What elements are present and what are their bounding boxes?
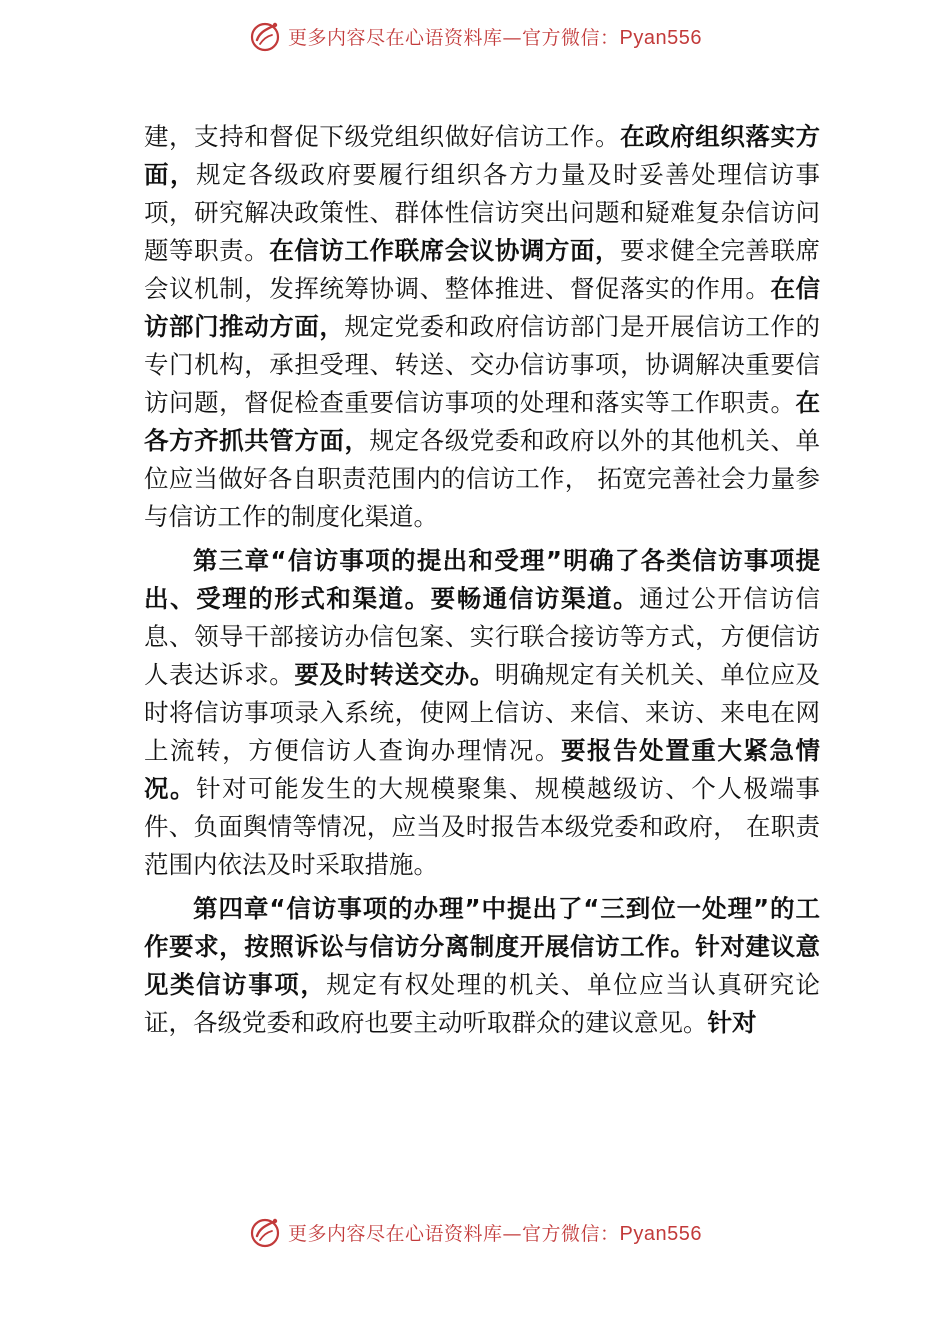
document-body [144,118,820,1048]
watermark-wechat-id: Pyan556 [619,26,702,49]
paragraph [144,890,820,1042]
paragraph [144,118,820,536]
watermark-text: 更多内容尽在心语资料库—官方微信：Pyan556 [288,26,702,49]
bold-text-run: 在政府组织落实方面， [144,122,821,189]
text-run: 通过公开信访信息、领导干部接访办信包案、实行联合接访等方式，方便信访人表达诉求。 [144,584,820,689]
text-run: 要求健全完善联席会议机制，发挥统筹协调、整体推进、督促落实的作用。 [144,236,821,303]
text-run: 针对可能发生的大规模聚集、规模越级访、个人极端事件、负面舆情等情况，应当及时报告本级党委和政府， 在职责范围内依法及时采取措施。 [144,774,821,879]
bold-text-run: 要报告处置重大紧急情况。 [144,736,821,803]
bold-text-run: 第三章“信访事项的提出和受理”明确了各类信访事项提出、受理的形式和渠道。要畅通信访渠道。 [144,546,820,613]
text-run: 规定党委和政府信访部门是开展信访工作的专门机构，承担受理、转送、交办信访事项，协调解决重要信访问题，督促检查重要信访事项的处理和落实等工作职责。 [144,312,821,417]
bold-text-run: 在信访部门推动方面， [144,274,821,341]
logo-icon [248,19,282,53]
text-run: 规定有权处理的机关、单位应当认真研究论证，各级党委和政府也要主动听取群众的建议意见。 [144,970,820,1037]
watermark-text: 更多内容尽在心语资料库—官方微信：Pyan556 [288,1222,702,1245]
logo-icon [248,1215,282,1249]
text-run: 规定各级政府要履行组织各方力量及时妥善处理信访事项，研究解决政策性、群体性信访突出问题和疑难复杂信访问题等职责。 [144,160,821,265]
bold-text-run: 第四章“信访事项的办理”中提出了“三到位一处理”的工作要求，按照诉讼与信访分离制度开展信访工作。针对建议意见类信访事项， [144,894,820,999]
text-run: 建，支持和督促下级党组织做好信访工作。 [144,122,621,151]
bold-text-run: 在各方齐抓共管方面， [144,388,820,455]
bold-text-run: 在信访工作联席会议协调方面， [269,236,621,265]
text-run: 明确规定有关机关、单位应及时将信访事项录入系统，使网上信访、来信、来访、来电在网上流转，方便信访人查询办理情况。 [144,660,821,765]
bold-text-run: 要及时转送交办。 [294,660,495,689]
text-run: 规定各级党委和政府以外的其他机关、单位应当做好各自职责范围内的信访工作， 拓宽完善社会力量参与信访工作的制度化渠道。 [144,426,821,531]
bold-text-run: 针对 [707,1008,757,1037]
watermark-wechat-id: Pyan556 [619,1222,702,1245]
watermark-footer [0,1212,950,1252]
paragraph [144,542,820,884]
watermark-header [0,16,950,56]
